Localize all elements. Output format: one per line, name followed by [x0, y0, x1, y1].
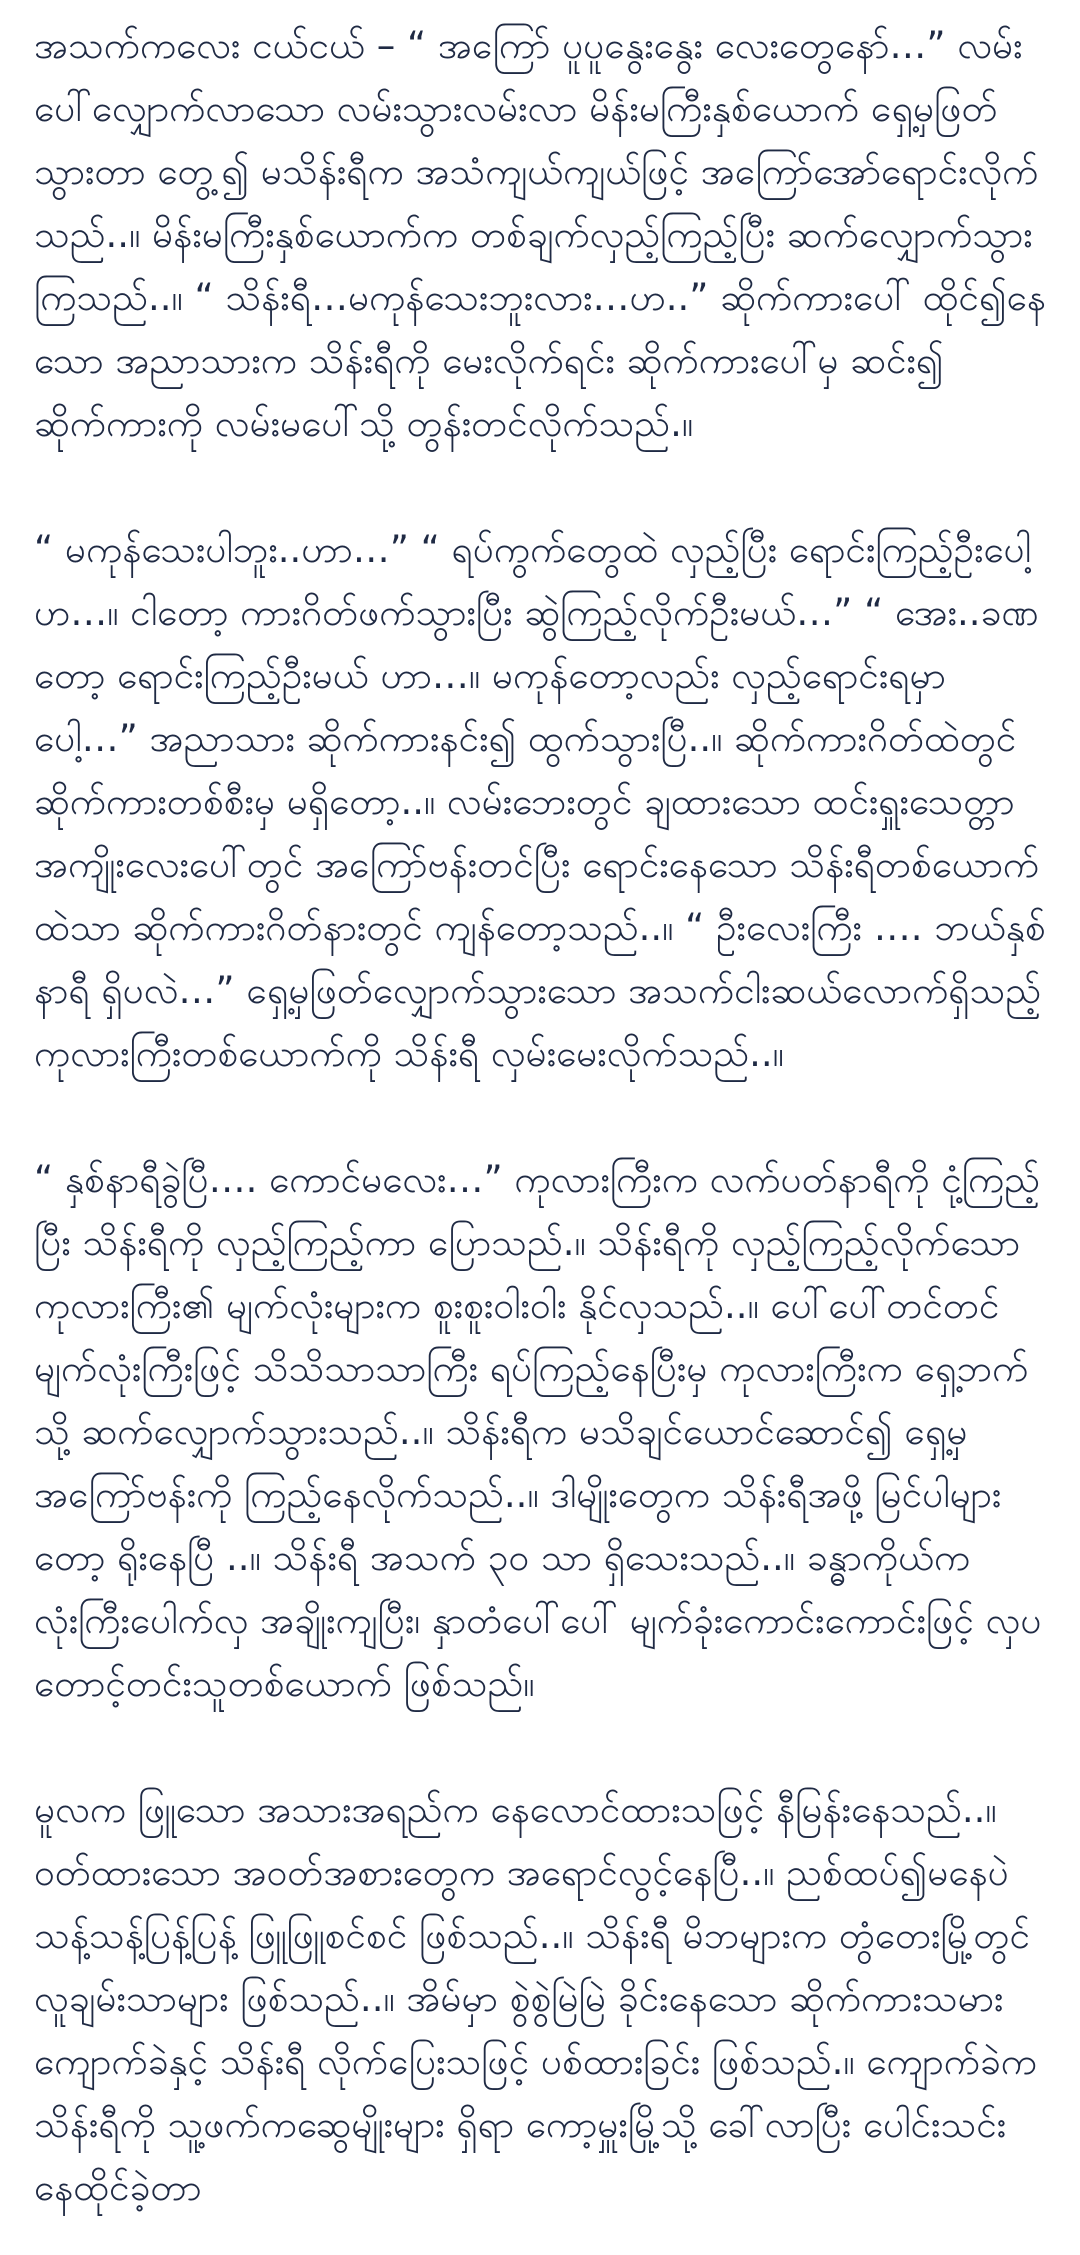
- paragraph-3: “ နှစ်နာရီခွဲပြီ…. ကောင်မလေး…” ကုလားကြီးက လက်ပတ်နာရီကို ငုံ့ကြည့်ပြီး သိန်းရီကို လှည့်ကြည့်ကာ ပြောသည်.။ သိန်းရီကို လှည့်ကြည့်လိုက်သော ကုလားကြီး၏ မျက်လုံးများက စူးစူးဝါးဝါး နိုင်လှသည်..။ ပေါ်ပေါ်တင်တင် မျက်လုံးကြီးဖြင့် သိသိသာသာကြီး ရပ်ကြည့်နေပြီးမှ ကုလားကြီးက ရှေ့ဘက်သို့ ဆက်လျှောက်သွားသည်..။ သိန်းရီက မသိချင်ယောင်ဆောင်၍ ရှေ့မှ အကြော်ဗန်းကို ကြည့်နေလိုက်သည်..။ ဒါမျိုးတွေက သိန်းရီအဖို့ မြင်ပါများတော့ ရိုးနေပြီ ..။ သိန်းရီ အသက် ၃၀ သာ ရှိသေးသည်..။ ခန္ဓာကိုယ်က လုံးကြီးပေါက်လှ အချိုးကျပြီး၊ နှာတံပေါ်ပေါ် မျက်ခုံးကောင်းကောင်းဖြင့် လှပတောင့်တင်းသူတစ်ယောက် ဖြစ်သည်။: [34, 1158, 1042, 1705]
- paragraph-4: မူလက ဖြူသော အသားအရည်က နေလောင်ထားသဖြင့် နီမြန်းနေသည်..။ ဝတ်ထားသော အဝတ်အစားတွေက အရောင်လွင့်နေပြီ..။ ညစ်ထပ်၍မနေပဲ သန့်သန့်ပြန့်ပြန့် ဖြူဖြူစင်စင် ဖြစ်သည်..။ သိန်းရီ မိဘများက တွံတေးမြို့တွင် လူချမ်းသာများ ဖြစ်သည်..။ အိမ်မှာ စွဲစွဲမြဲမြဲ ခိုင်းနေသော ဆိုက်ကားသမား ကျောက်ခဲနှင့် သိန်းရီ လိုက်ပြေးသဖြင့် ပစ်ထားခြင်း ဖြစ်သည်.။ ကျောက်ခဲက သိန်းရီကို သူ့ဖက်ကဆွေမျိုးများ ရှိရာ ကော့မှူးမြို့သို့ ခေါ်လာပြီး ပေါင်းသင်းနေထိုင်ခဲ့တာ: [34, 1788, 1037, 2209]
- bottom-fade: [0, 2215, 1080, 2255]
- paragraph-2: “ မကုန်သေးပါဘူး..ဟာ…” “ ရပ်ကွက်တွေထဲ လှည့်ပြီး ရောင်းကြည့်ဦးပေါ့ဟ…။ ငါတော့ ကားဂိတ်ဖက်သွားပြီး ဆွဲကြည့်လိုက်ဦးမယ်…” “ အေး..ခဏတော့ ရောင်းကြည့်ဦးမယ် ဟာ…။ မကုန်တော့လည်း လှည့်ရောင်းရမှာပေါ့…” အညာသား ဆိုက်ကားနင်း၍ ထွက်သွားပြီ..။ ဆိုက်ကားဂိတ်ထဲတွင် ဆိုက်ကားတစ်စီးမှ မရှိတော့..။ လမ်းဘေးတွင် ချထားသော ထင်းရှူးသေတ္တာ အကျိုးလေးပေါ်တွင် အကြော်ဗန်းတင်ပြီး ရောင်းနေသော သိန်းရီတစ်ယောက်ထဲသာ ဆိုက်ကားဂိတ်နားတွင် ကျန်တော့သည်..။ “ ဦးလေးကြီး …. ဘယ်နှစ်နာရီ ရှိပလဲ…” ရှေ့မှဖြတ်လျှောက်သွားသော အသက်ငါးဆယ်လောက်ရှိသည့် ကုလားကြီးတစ်ယောက်ကို သိန်းရီ လှမ်းမေးလိုက်သည်..။: [34, 528, 1046, 1075]
- paragraph-1: အသက်ကလေး ငယ်ငယ် – “ အကြော် ပူပူနွေးနွေး လေးတွေနော်…” လမ်းပေါ်လျှောက်လာသော လမ်းသွားလမ်းလာ မိန်းမကြီးနှစ်ယောက် ရှေ့မှဖြတ်သွားတာ တွေ့၍ မသိန်းရီက အသံကျယ်ကျယ်ဖြင့် အကြော်အော်ရောင်းလိုက်သည်..။ မိန်းမကြီးနှစ်ယောက်က တစ်ချက်လှည့်ကြည့်ပြီး ဆက်လျှောက်သွားကြသည်..။ “ သိန်းရီ…မကုန်သေးဘူးလား…ဟ..” ဆိုက်ကားပေါ် ထိုင်၍နေသော အညာသားက သိန်းရီကို မေးလိုက်ရင်း ဆိုက်ကားပေါ်မှ ဆင်း၍ ဆိုက်ကားကို လမ်းမပေါ်သို့ တွန်းတင်လိုက်သည်.။: [34, 24, 1046, 445]
